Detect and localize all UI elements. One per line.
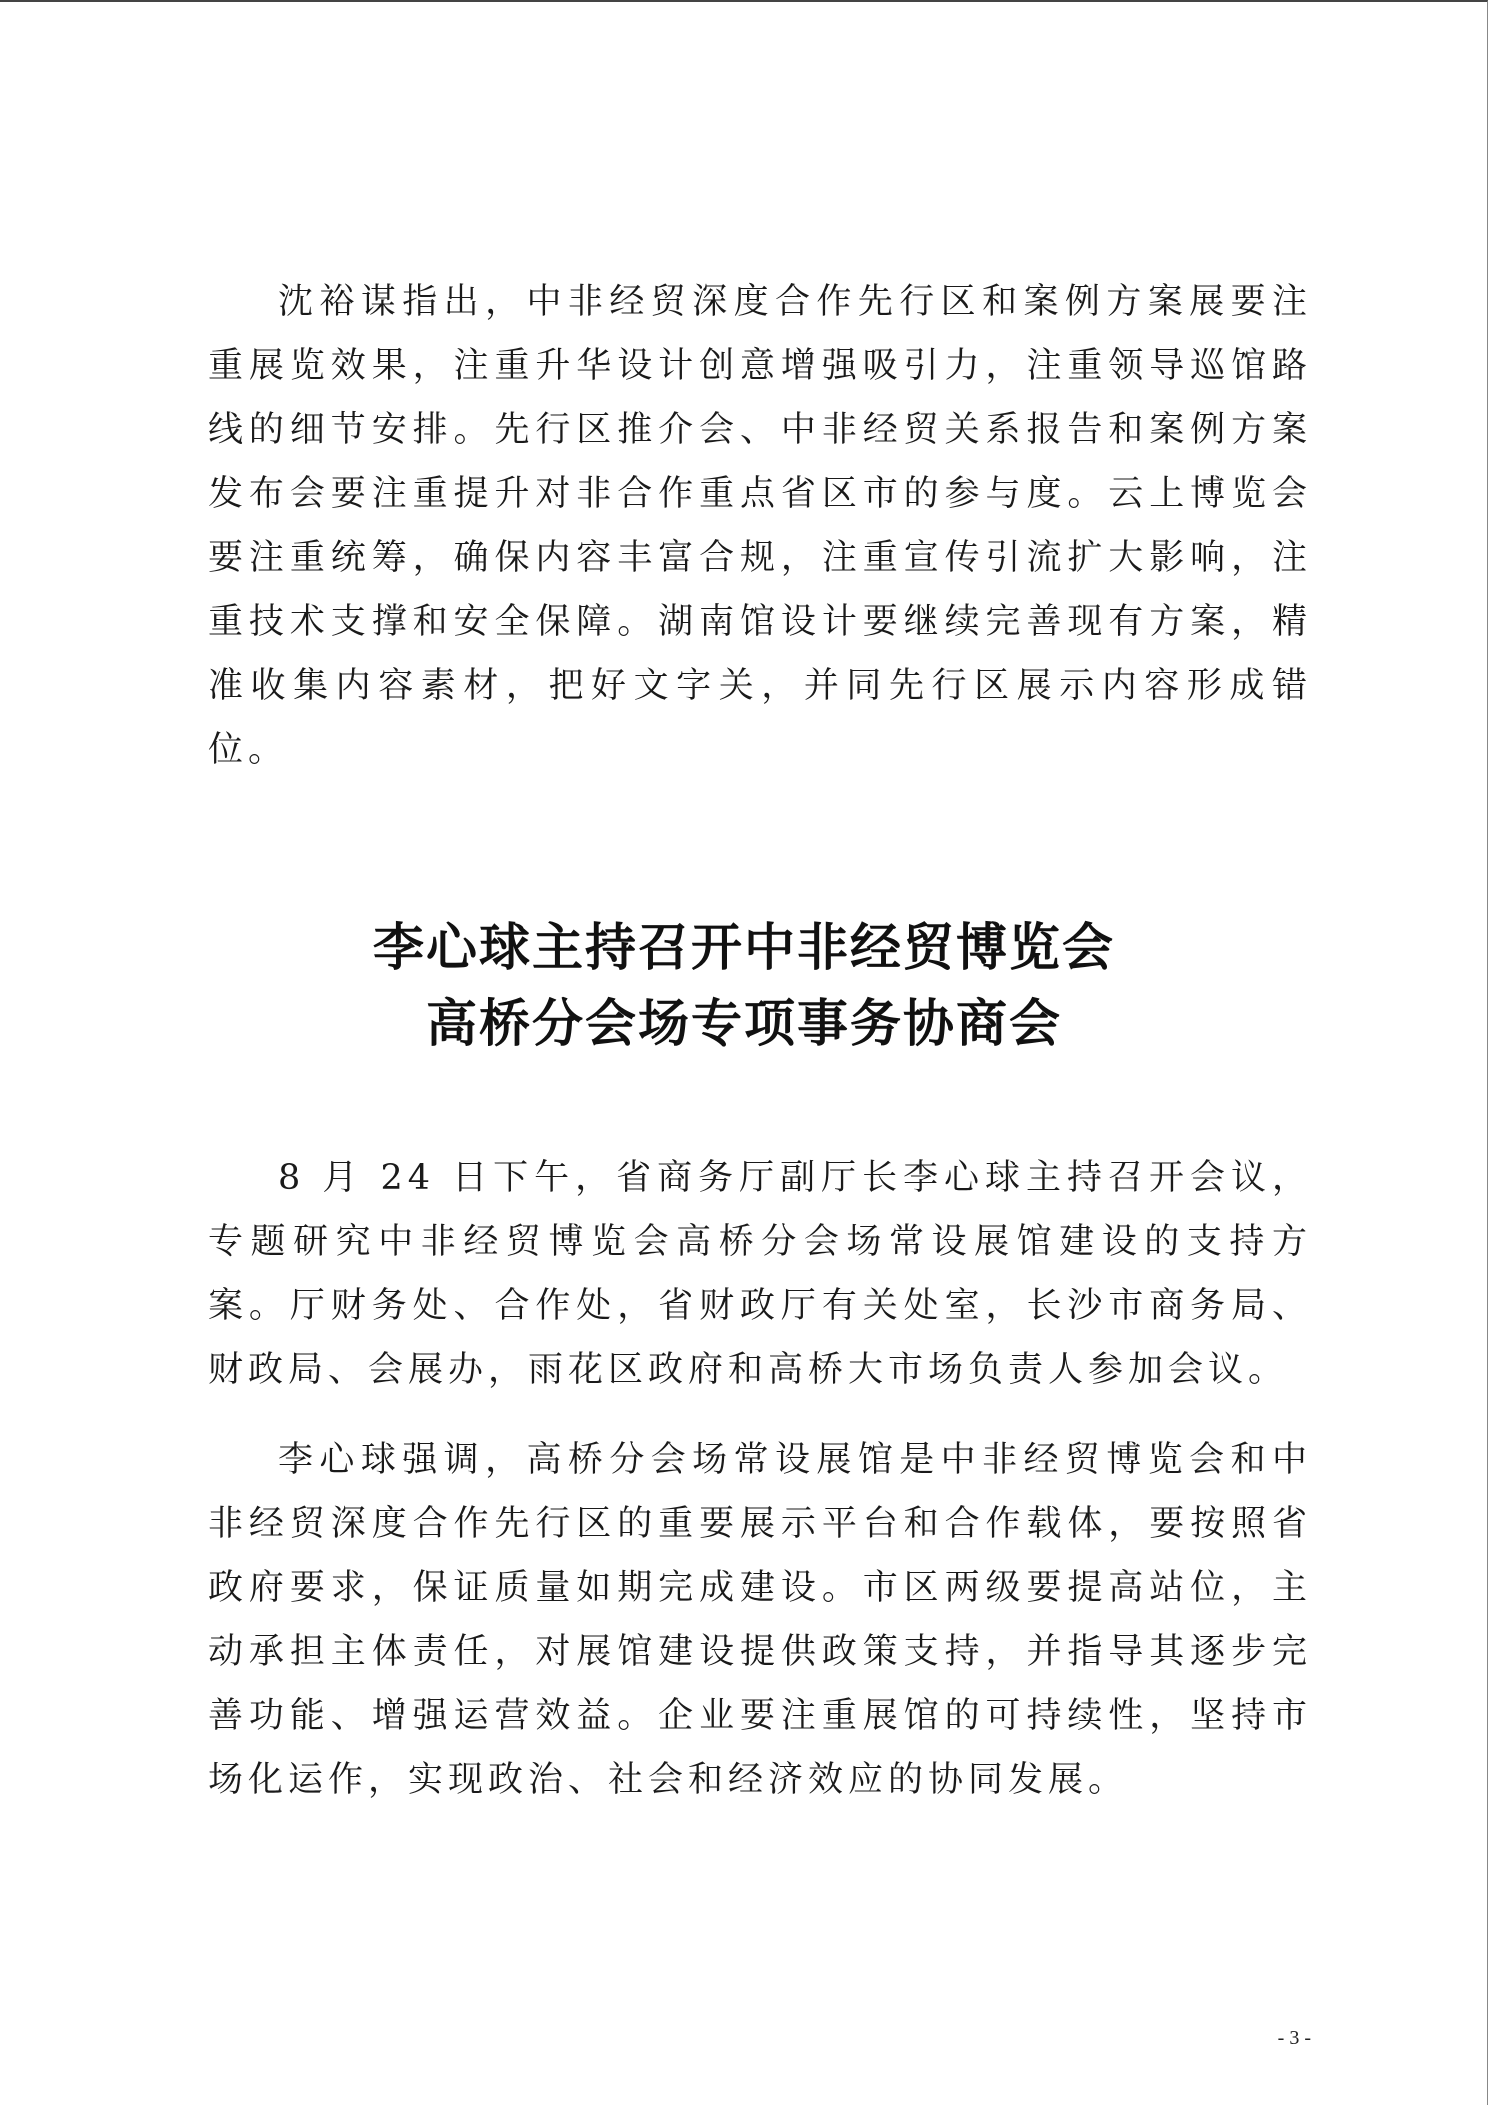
page-number: - 3 - bbox=[1277, 2027, 1311, 2049]
paragraph-meeting-intro: 8 月 24 日下午，省商务厅副厅长李心球主持召开会议，专题研究中非经贸博览会高桥分会场常设展馆建设的支持方案。厅财务处、合作处，省财政厅有关处室，长沙市商务局、财政局、会展办，雨花区政府和高桥大市场负责人参加会议。 bbox=[208, 1158, 1312, 1390]
article-title-line-1: 李心球主持召开中非经贸博览会 bbox=[372, 918, 1115, 978]
paragraph-shen-yumou: 沈裕谋指出，中非经贸深度合作先行区和案例方案展要注重展览效果，注重升华设计创意增强吸引力，注重领导巡馆路线的细节安排。先行区推介会、中非经贸关系报告和案例方案发布会要注重提升对非合作重点省区市的参与度。云上博览会要注重统筹，确保内容丰富合规，注重宣传引流扩大影响，注重技术支撑和安全保障。湖南馆设计要继续完善现有方案，精准收集内容素材，把好文字关，并同先行区展示内容形成错位。 bbox=[208, 282, 1312, 770]
paragraph-li-xinqiu-emphasis: 李心球强调，高桥分会场常设展馆是中非经贸博览会和中非经贸深度合作先行区的重要展示平台和合作载体，要按照省政府要求，保证质量如期完成建设。市区两级要提高站位，主动承担主体责任，对展馆建设提供政策支持，并指导其逐步完善功能、增强运营效益。企业要注重展馆的可持续性，坚持市场化运作，实现政治、社会和经济效应的协同发展。 bbox=[208, 1440, 1312, 1800]
article-title-line-2: 高桥分会场专项事务协商会 bbox=[425, 994, 1062, 1054]
